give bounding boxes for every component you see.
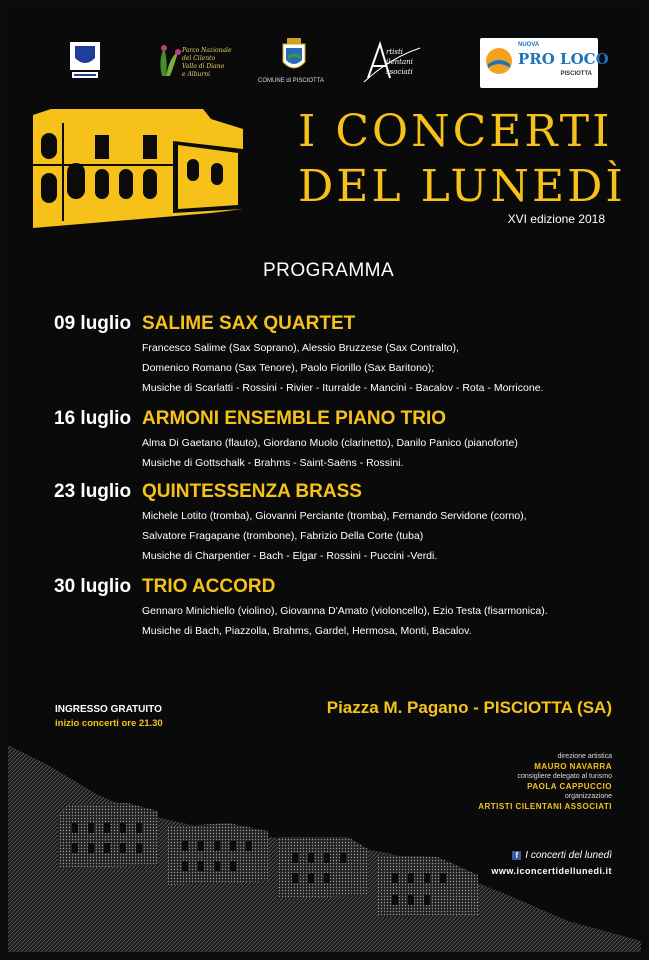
svg-text:Vallo di Diano: Vallo di Diano [182, 63, 225, 70]
title-line-2: DEL LUNEDÌ [298, 161, 626, 212]
concert-detail-line: Domenico Romano (Sax Tenore), Paolo Fiorillo (Sax Baritono); [142, 362, 435, 374]
location-label: Piazza M. Pagano - PISCIOTTA (SA) [326, 698, 612, 717]
concert-date: 30 luglio [54, 576, 132, 597]
svg-text:e Alburni: e Alburni [182, 71, 211, 78]
concert-detail-line: Michele Lotito (tromba), Giovanni Perciante (tromba), Fernando Servidone (corno), [142, 510, 527, 522]
concert-title: SALIME SAX QUARTET [142, 313, 356, 334]
proloco-town-text: PISCIOTTA [560, 71, 592, 77]
concert-detail-line: Francesco Salime (Sax Soprano), Alessio Bruzzese (Sax Contralto), [142, 342, 459, 354]
svg-text:rtisti: rtisti [386, 48, 404, 56]
facebook-icon: f [512, 851, 521, 860]
concert-detail-line: Musiche di Scarlatti - Rossini - Rivier - Iturralde - Mancini - Bacalov - Rota - Morricone. [142, 382, 544, 394]
credit-label: consigliere delegato al turismo [517, 773, 612, 780]
orario-label: inizio concerti ore 21.30 [55, 718, 163, 729]
credit-value: ARTISTI CILENTANI ASSOCIATI [478, 802, 612, 811]
concert-detail-line: Gennaro Minichiello (violino), Giovanna D'Amato (violoncello), Ezio Testa (fisarmonica). [142, 605, 548, 617]
credit-value: PAOLA CAPPUCCIO [527, 782, 612, 791]
concert-date: 23 luglio [54, 481, 132, 502]
facebook-page-name: I concerti del lunedì [525, 850, 612, 861]
concert-detail-line: Musiche di Gottschalk - Brahms - Saint-Saëns - Rossini. [142, 457, 404, 469]
credit-label: organizzazione [564, 793, 612, 800]
credit-label: direzione artistica [557, 753, 612, 760]
concert-title: QUINTESSENZA BRASS [142, 481, 362, 502]
concert-date: 16 luglio [54, 408, 132, 429]
concert-detail-line: Musiche di Charpentier - Bach - Elgar - Rossini - Puccini -Verdi. [142, 550, 438, 562]
artisti-cilentani-logo [360, 38, 424, 88]
svg-text:ilentani: ilentani [386, 58, 413, 66]
credits-block [478, 752, 612, 812]
programma-heading: PROGRAMMA [263, 260, 395, 281]
concert-details [142, 601, 548, 641]
sponsor-logos [60, 38, 609, 88]
facebook-link[interactable] [512, 850, 612, 861]
svg-text:Parco Nazionale: Parco Nazionale [182, 47, 232, 54]
concert-title: TRIO ACCORD [142, 576, 276, 597]
concert-detail-line: Salvatore Fragapane (trombone), Fabrizio Della Corte (tuba) [142, 530, 424, 542]
concert-detail-line: Alma Di Gaetano (flauto), Giordano Muolo (clarinetto), Danilo Panico (pianoforte) [142, 437, 518, 449]
website-link[interactable]: www.iconcertidellunedi.it [491, 866, 612, 876]
svg-text:ssociati: ssociati [386, 68, 413, 76]
comune-caption: COMUNE di PISCIOTTA [258, 78, 324, 84]
regione-campania-logo [66, 38, 104, 88]
sun-icon [484, 46, 514, 76]
concert-details [142, 506, 527, 566]
svg-text:del Cilento: del Cilento [182, 55, 216, 62]
proloco-logo [480, 38, 609, 88]
ingresso-label: INGRESSO GRATUITO [55, 704, 162, 715]
concert-detail-line: Musiche di Bach, Piazzolla, Brahms, Gardel, Hermosa, Monti, Bacalov. [142, 625, 472, 637]
concert-date: 09 luglio [54, 313, 132, 334]
concert-title: ARMONI ENSEMBLE PIANO TRIO [142, 408, 447, 429]
parco-nazionale-logo [148, 38, 232, 88]
proloco-small-text: NUOVA [518, 42, 540, 48]
concert-details [142, 433, 518, 473]
concert-details [142, 338, 543, 398]
title-line-1: I CONCERTI [298, 106, 613, 157]
palazzo-illustration [33, 103, 243, 228]
proloco-main-text: PRO LOCO [518, 50, 609, 68]
edition-label: XVI edizione 2018 [507, 212, 605, 226]
credit-value: MAURO NAVARRA [534, 762, 612, 771]
